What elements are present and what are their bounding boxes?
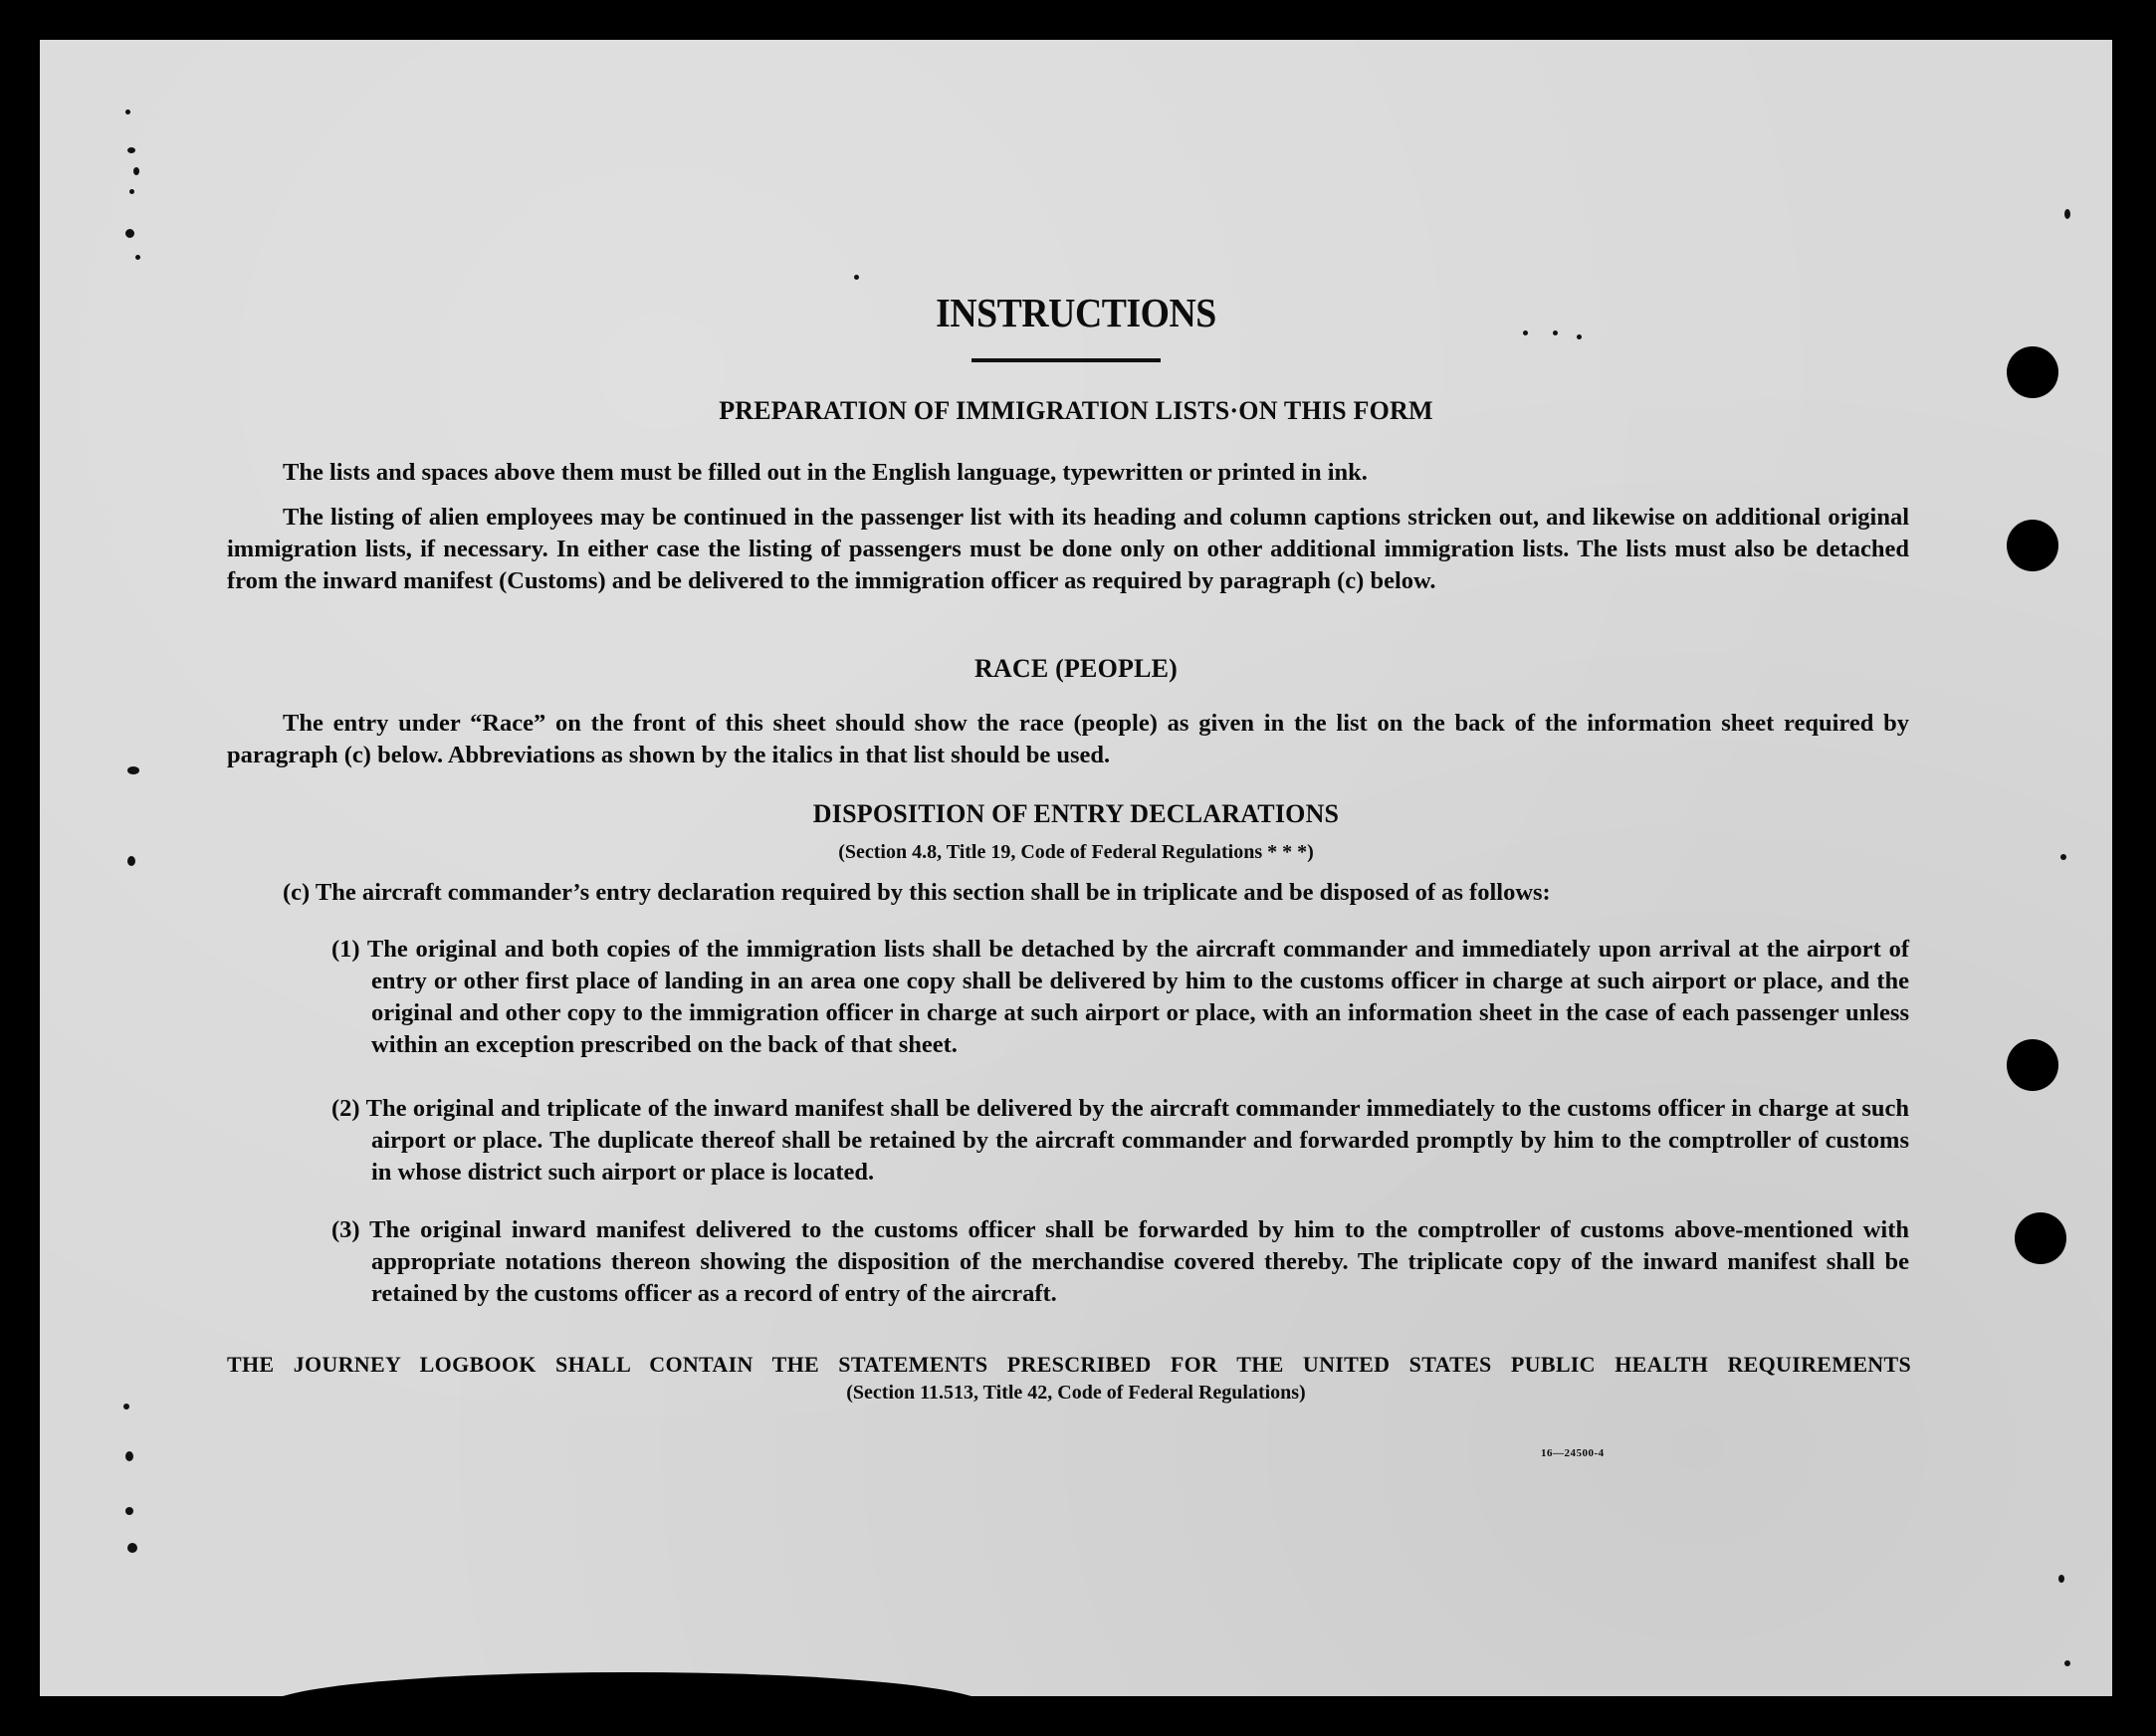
scan-speck (127, 766, 139, 774)
footer-statement: THE JOURNEY LOGBOOK SHALL CONTAIN THE STATEMENTS PRESCRIBED FOR THE UNITED STATES PUBLIC HEALTH REQUIREMENTS (227, 1352, 1911, 1377)
document-page (40, 40, 2112, 1696)
scan-speck (2064, 1660, 2070, 1666)
document-title: INSTRUCTIONS (936, 290, 1216, 335)
section-heading-preparation: PREPARATION OF IMMIGRATION LISTS·ON THIS FORM (719, 396, 1433, 425)
punch-hole (2007, 520, 2058, 571)
scan-speck (127, 147, 135, 153)
section-citation: (Section 4.8, Title 19, Code of Federal Regulations * * *) (838, 841, 1314, 863)
section-heading-disposition: DISPOSITION OF ENTRY DECLARATIONS (812, 799, 1340, 828)
punch-hole (2007, 346, 2058, 398)
scan-speck (125, 1507, 133, 1515)
scan-speck (129, 189, 134, 194)
torn-edge (269, 1672, 985, 1712)
paragraph-english-language: The lists and spaces above them must be filled out in the English language, typewritten or printed in ink. (283, 459, 1368, 486)
list-item-2: (2) The original and triplicate of the inward manifest shall be delivered by the aircraft commander immediately to the customs officer in charge at such airport or place. The duplicate thereof shall be retained by the aircraft commander and forwarded promptly by him to the comptroller of customs in whose district such airport or place is located. (331, 1095, 1909, 1186)
scan-speck (125, 1451, 133, 1461)
footer-citation: (Section 11.513, Title 42, Code of Federal Regulations) (846, 1382, 1306, 1404)
section-heading-race: RACE (PEOPLE) (973, 654, 1179, 683)
punch-hole (2015, 1212, 2066, 1264)
paragraph-c-intro: (c) The aircraft commander’s entry declaration required by this section shall be in triplicate and be disposed of as follows: (283, 879, 1551, 906)
scan-speck (127, 1543, 137, 1553)
scan-speck (133, 167, 139, 175)
form-number: 16—24500-4 (1541, 1447, 1605, 1459)
list-item-3: (3) The original inward manifest delivered to the customs officer shall be forwarded by him to the comptroller of customs above-mentioned with appropriate notations thereon showing the disposition of the merchandise covered thereby. The triplicate copy of the inward manifest shall be retained by the customs officer as a record of entry of the aircraft. (331, 1216, 1909, 1307)
scan-speck (2058, 1575, 2064, 1583)
scan-speck (854, 275, 859, 280)
title-underline (971, 358, 1161, 362)
paragraph-alien-employees: The listing of alien employees may be continued in the passenger list with its heading and column captions stricken out, and likewise on additional original immigration lists, if necessary. In either case the listing of passengers must be done only on other additional immigration lists. The lists must also be detached from the inward manifest (Customs) and be delivered to the immigration officer as required by paragraph (c) below. (227, 504, 1909, 594)
punch-hole (2007, 1039, 2058, 1091)
paragraph-race-entry: The entry under “Race” on the front of this sheet should show the race (people) as given in the list on the back of the information sheet required by paragraph (c) below. Abbreviations as shown by the italics in that list should be used. (227, 710, 1909, 768)
scan-speck (125, 109, 130, 114)
scan-speck (135, 255, 140, 260)
scan-speck (125, 229, 134, 238)
list-item-1: (1) The original and both copies of the immigration lists shall be detached by the aircraft commander and immediately upon arrival at the airport of entry or other first place of landing in an area one copy shall be delivered by him to the customs officer in charge at such airport or place, and the original and other copy to the immigration officer in charge at such airport or place, with an information sheet in the case of each passenger unless within an exception prescribed on the back of that sheet. (331, 936, 1909, 1058)
scan-speck (2064, 209, 2070, 219)
